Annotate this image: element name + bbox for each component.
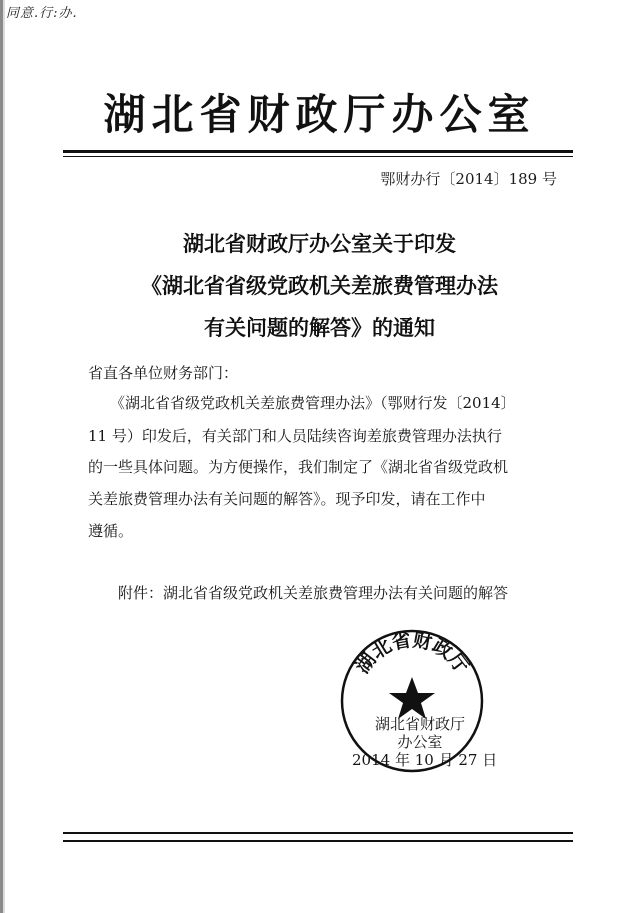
issue-date: 2014 年 10 月 27 日	[352, 751, 498, 769]
addressee: 省直各单位财务部门：	[88, 364, 239, 382]
seal-text: 湖北省财政厅	[351, 629, 473, 678]
header-rule-thick	[63, 150, 573, 153]
body-line-2: 11 号）印发后，有关部门和人员陆续咨询差旅费管理办法执行	[88, 427, 502, 445]
issuer-line-2: 办公室	[397, 733, 443, 751]
body-line-4: 关差旅费管理办法有关问题的解答》。现予印发，请在工作中	[88, 490, 486, 508]
issuer-line-1: 湖北省财政厅	[374, 715, 465, 733]
title-line-2: 《湖北省省级党政机关差旅费管理办法	[141, 273, 498, 298]
body-line-3: 的一些具体问题。为方便操作，我们制定了《湖北省省级党政机	[88, 458, 509, 476]
header-rule-thin	[63, 156, 573, 157]
footer-rule-top	[63, 832, 573, 834]
handwritten-note: 同意.行:办.	[6, 6, 78, 21]
document-number: 鄂财办行〔2014〕189 号	[380, 170, 557, 188]
body-line-5: 遵循。	[88, 522, 134, 540]
title-line-3: 有关问题的解答》的通知	[204, 315, 435, 340]
title-line-1: 湖北省财政厅办公室关于印发	[183, 231, 456, 256]
document-header: 湖北省财政厅办公室	[103, 90, 536, 139]
footer-rule-bottom	[63, 840, 573, 842]
body-line-1: 《湖北省省级党政机关差旅费管理办法》（鄂财行发〔2014〕	[110, 394, 516, 412]
attachment-line: 附件：湖北省省级党政机关差旅费管理办法有关问题的解答	[118, 584, 509, 602]
